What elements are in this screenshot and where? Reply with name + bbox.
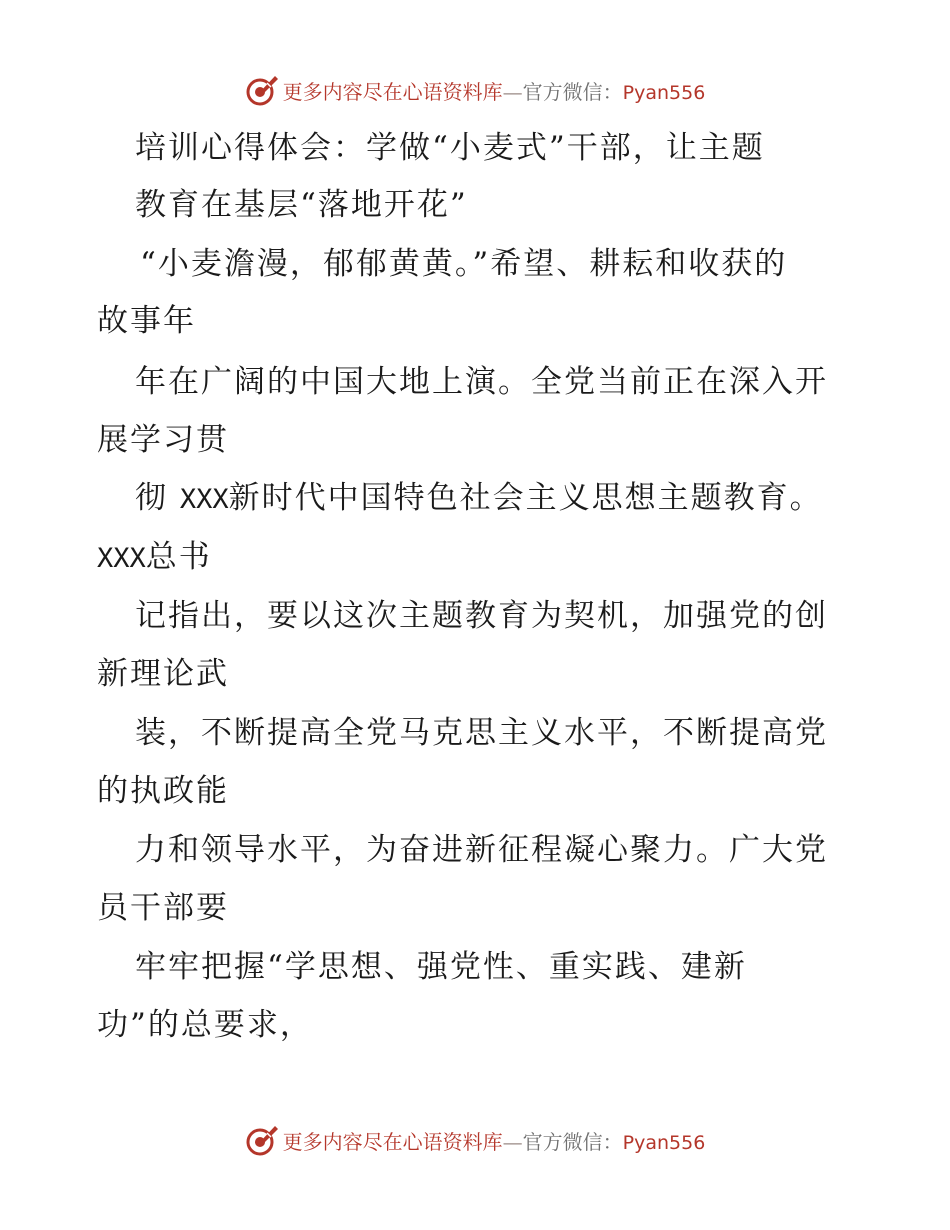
pen-seal-logo-icon xyxy=(245,1123,279,1157)
footer-watermark xyxy=(0,1120,950,1160)
paragraph-text: 新时代中国特色社会主义思想主题教育。 xyxy=(228,480,823,516)
paragraph-line: 的执政能 xyxy=(97,773,229,809)
paragraph-line: 装，不断提高全党马克思主义水平，不断提高党 xyxy=(135,715,828,751)
watermark-wechat-id: Pyan556 xyxy=(622,1131,706,1154)
paragraph-line: 记指出，要以这次主题教育为契机，加强党的创 xyxy=(135,598,828,634)
paragraph-line: 力和领导水平，为奋进新征程凝心聚力。广大党 xyxy=(135,832,828,868)
watermark-wechat-id: Pyan556 xyxy=(622,81,706,104)
paragraph-line: “小麦澹漫，郁郁黄黄。”希望、耕耘和收获的 xyxy=(140,246,788,282)
paragraph-line: 牢牢把握“学思想、强党性、重实践、建新 xyxy=(135,949,747,985)
header-watermark xyxy=(0,70,950,110)
paragraph-line xyxy=(135,478,823,518)
redacted-placeholder: XXX xyxy=(97,543,146,574)
paragraph-text: 总书 xyxy=(145,539,212,575)
watermark-tag-text: 官方微信： xyxy=(522,1129,623,1154)
paragraph-line: 年在广阔的中国大地上演。全党当前正在深入开 xyxy=(135,364,828,400)
watermark-separator: — xyxy=(502,79,523,104)
paragraph-line xyxy=(97,537,212,577)
redacted-placeholder: XXX xyxy=(179,484,229,515)
paragraph-line: 功”的总要求， xyxy=(97,1007,313,1043)
paragraph-line: 展学习贯 xyxy=(97,422,229,458)
watermark-main-text: 更多内容尽在心语资料库 xyxy=(282,79,503,104)
watermark-separator: — xyxy=(502,1129,523,1154)
watermark-main-text: 更多内容尽在心语资料库 xyxy=(282,1129,503,1154)
paragraph-text: 彻 xyxy=(135,480,168,516)
pen-seal-logo-icon xyxy=(245,73,279,107)
watermark-tag-text: 官方微信： xyxy=(522,79,623,104)
paragraph-line: 新理论武 xyxy=(97,656,229,692)
document-title-line-1: 培训心得体会：学做“小麦式”干部，让主题 xyxy=(135,130,765,166)
paragraph-line: 故事年 xyxy=(97,303,196,339)
paragraph-line: 员干部要 xyxy=(97,890,229,926)
document-title-line-2: 教育在基层“落地开花” xyxy=(135,187,468,223)
